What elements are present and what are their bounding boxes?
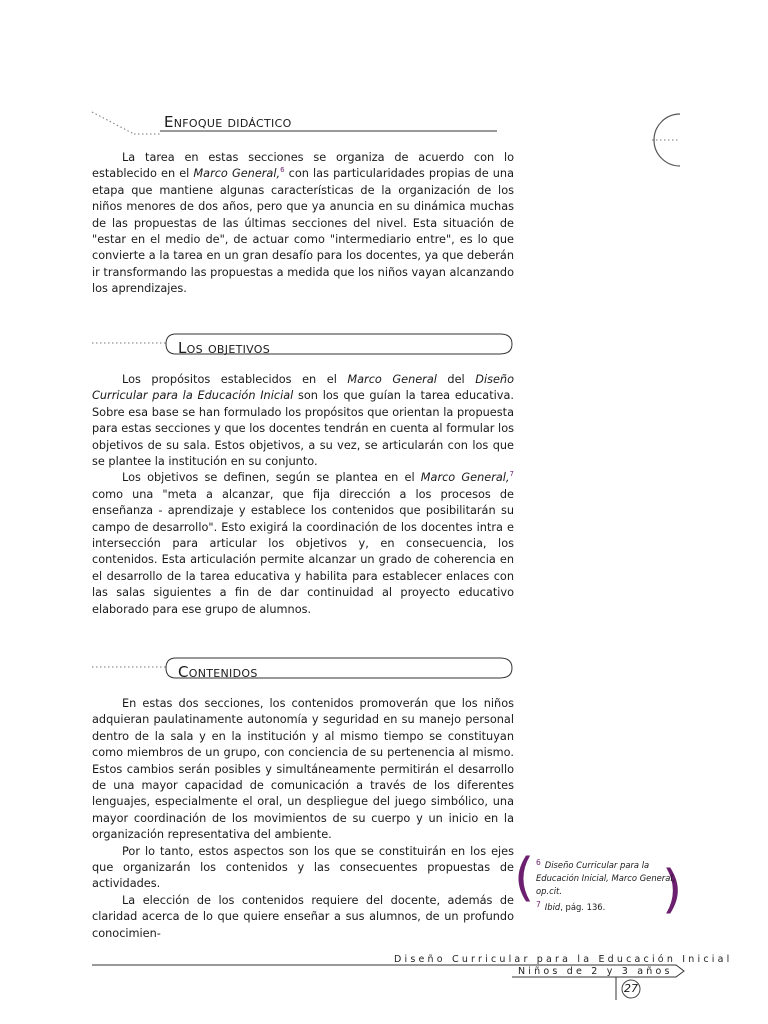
footnote-ref-7: 7 [509,470,514,479]
footnote-left-paren: ( [514,848,535,908]
page-number: 27 [624,982,638,995]
contenidos-paragraph-1: En estas dos secciones, los contenidos promoverán que los niños adquieran paulatinamente autonomía y seguridad en su manejo personal dentro de la sala y en la institución y al mismo tiempo se constituyan como miembros de un grupo, con conciencia de su pertenencia al mismo. Estos cambios serán posibles y simultáneamente permitirán el desarrollo de una mayor capacidad de comunicación a través de los diferentes lenguajes, especialmente el oral, un despliegue del juego simbólico, una mayor coordinación de los movimientos de su cuerpo y un inicio en la organización representativa del ambiente. [92,697,514,842]
contenidos-header-frame [0,655,768,685]
section-title-objetivos: Los objetivos [178,339,270,357]
objetivos-paragraph-2: Los objetivos se definen, según se plantea en el Marco General,$^7$ como una "meta a alcanzar, que fija dirección a los procesos de enseñanza - aprendizaje y establece los contenidos que posibilitarán su campo de desarrollo". Esto exigirá la coordinación de los docentes intra e intersección para articular los objetivos y, en consecuencia, los contenidos. Esta articulación permite alcanzar un grado de coherencia en el desarrollo de la tarea educativa y habilita para establecer enlaces con las salas siguientes a fin de dar continuidad al proyecto educativo elaborado para ese grupo de alumnos. [92,470,514,616]
objetivos-body [92,372,514,618]
footnote-right-paren: ) [662,860,683,920]
contenidos-body [92,696,514,942]
section-title-contenidos: Contenidos [178,663,258,681]
footer-subtitle: Niños de 2 y 3 años [518,966,673,977]
objetivos-header-frame [0,330,768,360]
enfoque-paragraph: La tarea en estas secciones se organiza de acuerdo con lo establecido en el Marco General,$^6$ con las particularidades propias de una etapa que mantiene algunas características de la organización de los niños menores de dos años, pero que ya anuncia en su dinámica muchas de las propuestas de las últimas secciones del nivel. Esta situación de "estar en el medio de", de actuar como "intermediario entre", es lo que convierte a la tarea en un gran desafío para los docentes, ya que deberán ir transformando las propuestas a medida que los niños vayan alcanzando los aprendizajes. [92,151,514,296]
enfoque-body [92,150,514,298]
contenidos-paragraph-2: Por lo tanto, estos aspectos son los que se constituirán en los ejes que organizarán los contenidos y las consecuentes propuestas de actividades. [92,844,514,891]
objetivos-paragraph-1: Los propósitos establecidos en el Marco General del Diseño Curricular para la Educación Inicial son los que guían la tarea educativa. Sobre esa base se han formulado los propósitos que orientan la propuesta para estas secciones y que los docentes tendrán en cuenta al formular los objetivos de su sala. Estos objetivos, a su vez, se articularán con los que se plantee la institución en su conjunto. [92,373,515,469]
footnote-6: 6 Diseño Curricular para la Educación Inicial, Marco General, op.cit. [536,858,676,896]
footnotes [536,856,676,914]
footnote-ref-6: 6 [280,166,285,175]
contenidos-paragraph-3: La elección de los contenidos requiere del docente, además de claridad acerca de lo que quiere enseñar a sus alumnos, de un profundo conocimien- [92,893,514,940]
section-title-enfoque: Enfoque didáctico [164,113,292,131]
footnote-7: 7 Ibid, pág. 136. [536,900,606,912]
footer-title: Diseño Curricular para la Educación Inicial [394,954,733,965]
